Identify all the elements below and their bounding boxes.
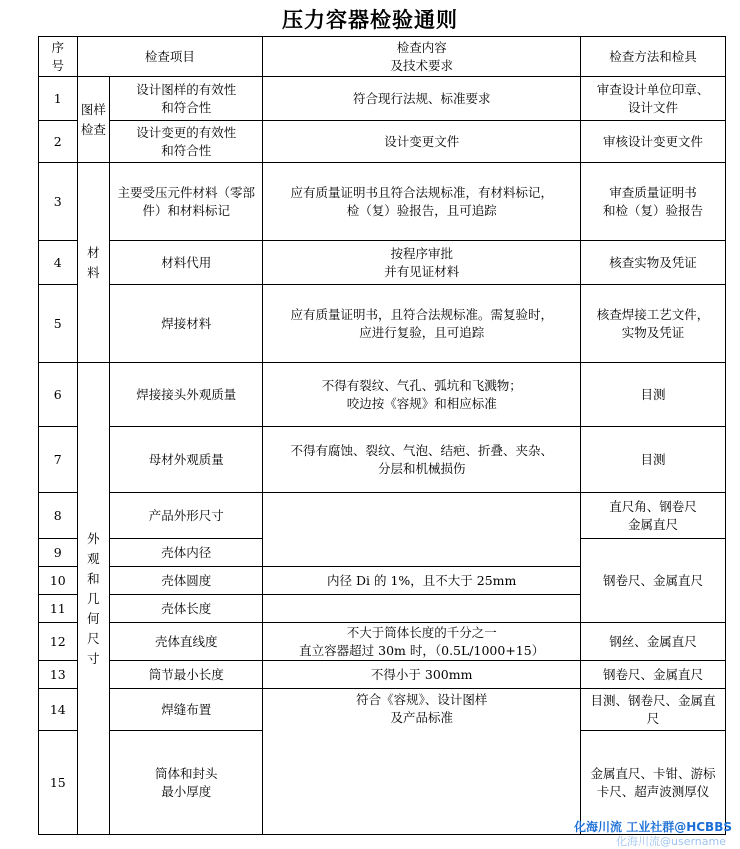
row-number: 12	[39, 623, 78, 661]
table-row	[39, 689, 726, 731]
check-method: 审核设计变更文件	[581, 121, 726, 163]
row-number: 14	[39, 689, 78, 731]
row-number: 1	[39, 77, 78, 121]
check-method: 目测	[581, 363, 726, 427]
check-method: 金属直尺、卡钳、游标 卡尺、超声波测厚仪	[581, 731, 726, 835]
check-item: 焊接材料	[110, 285, 263, 363]
page-title: 压力容器检验通则	[282, 8, 458, 32]
row-number: 13	[39, 661, 78, 689]
table-header-row	[39, 37, 726, 77]
check-content: 应有质量证明书且符合法规标准，有材料标记， 检（复）验报告，且可追踪	[263, 163, 581, 241]
table-row	[39, 241, 726, 285]
row-number: 5	[39, 285, 78, 363]
check-item: 产品外形尺寸	[110, 493, 263, 539]
table-row	[39, 363, 726, 427]
table-row	[39, 77, 726, 121]
table-row	[39, 121, 726, 163]
check-content: 内径 Di 的 1%，且不大于 25mm	[263, 567, 581, 595]
check-item: 壳体直线度	[110, 623, 263, 661]
table-row	[39, 427, 726, 493]
header-seq: 序 号	[39, 37, 78, 77]
table-row	[39, 163, 726, 241]
check-method: 目测	[581, 427, 726, 493]
check-content	[263, 493, 581, 567]
group-appearance-dimension: 外 观 和 几 何 尺 寸	[77, 363, 110, 835]
row-number: 9	[39, 539, 78, 567]
row-number: 3	[39, 163, 78, 241]
row-number: 6	[39, 363, 78, 427]
header-item: 检查项目	[77, 37, 263, 77]
check-method: 钢丝、金属直尺	[581, 623, 726, 661]
check-item: 设计变更的有效性 和符合性	[110, 121, 263, 163]
check-item: 壳体长度	[110, 595, 263, 623]
check-item: 焊缝布置	[110, 689, 263, 731]
check-method: 钢卷尺、金属直尺	[581, 661, 726, 689]
group-material: 材 料	[77, 163, 110, 363]
row-number: 2	[39, 121, 78, 163]
check-content: 不得有裂纹、气孔、弧坑和飞溅物； 咬边按《容规》和相应标准	[263, 363, 581, 427]
check-method: 直尺角、钢卷尺 金属直尺	[581, 493, 726, 539]
check-content: 设计变更文件	[263, 121, 581, 163]
watermark-sub: 化海川流@username	[616, 835, 726, 848]
check-item: 主要受压元件材料（零部 件）和材料标记	[110, 163, 263, 241]
check-content	[263, 595, 581, 623]
check-method: 核查焊接工艺文件， 实物及凭证	[581, 285, 726, 363]
row-number: 15	[39, 731, 78, 835]
table-row	[39, 661, 726, 689]
check-item: 母材外观质量	[110, 427, 263, 493]
check-content: 应有质量证明书，且符合法规标准。需复验时， 应进行复验，且可追踪	[263, 285, 581, 363]
check-item: 筒体和封头 最小厚度	[110, 731, 263, 835]
watermark: 化海川流 工业社群@HCBBS	[574, 820, 732, 834]
table-row	[39, 285, 726, 363]
check-item: 设计图样的有效性 和符合性	[110, 77, 263, 121]
table-row	[39, 493, 726, 539]
check-content: 符合《容规》、设计图样 及产品标准	[263, 689, 581, 835]
header-content: 检查内容 及技术要求	[263, 37, 581, 77]
check-content: 符合现行法规、标准要求	[263, 77, 581, 121]
check-item: 壳体内径	[110, 539, 263, 567]
row-number: 4	[39, 241, 78, 285]
check-content: 不得小于 300mm	[263, 661, 581, 689]
table-row	[39, 623, 726, 661]
row-number: 10	[39, 567, 78, 595]
header-method: 检查方法和检具	[581, 37, 726, 77]
check-content: 按程序审批 并有见证材料	[263, 241, 581, 285]
inspection-table	[38, 36, 726, 835]
check-content: 不大于筒体长度的千分之一 直立容器超过 30m 时，（0.5L/1000+15）	[263, 623, 581, 661]
check-item: 筒节最小长度	[110, 661, 263, 689]
check-method: 目测、钢卷尺、金属直 尺	[581, 689, 726, 731]
row-number: 11	[39, 595, 78, 623]
check-item: 壳体圆度	[110, 567, 263, 595]
check-item: 焊接接头外观质量	[110, 363, 263, 427]
check-method: 审查设计单位印章、 设计文件	[581, 77, 726, 121]
check-item: 材料代用	[110, 241, 263, 285]
check-method: 核查实物及凭证	[581, 241, 726, 285]
row-number: 7	[39, 427, 78, 493]
check-method: 钢卷尺、金属直尺	[581, 539, 726, 623]
row-number: 8	[39, 493, 78, 539]
check-content: 不得有腐蚀、裂纹、气泡、结疤、折叠、夹杂、 分层和机械损伤	[263, 427, 581, 493]
check-method: 审查质量证明书 和检（复）验报告	[581, 163, 726, 241]
group-drawing-check: 图样 检查	[77, 77, 110, 163]
